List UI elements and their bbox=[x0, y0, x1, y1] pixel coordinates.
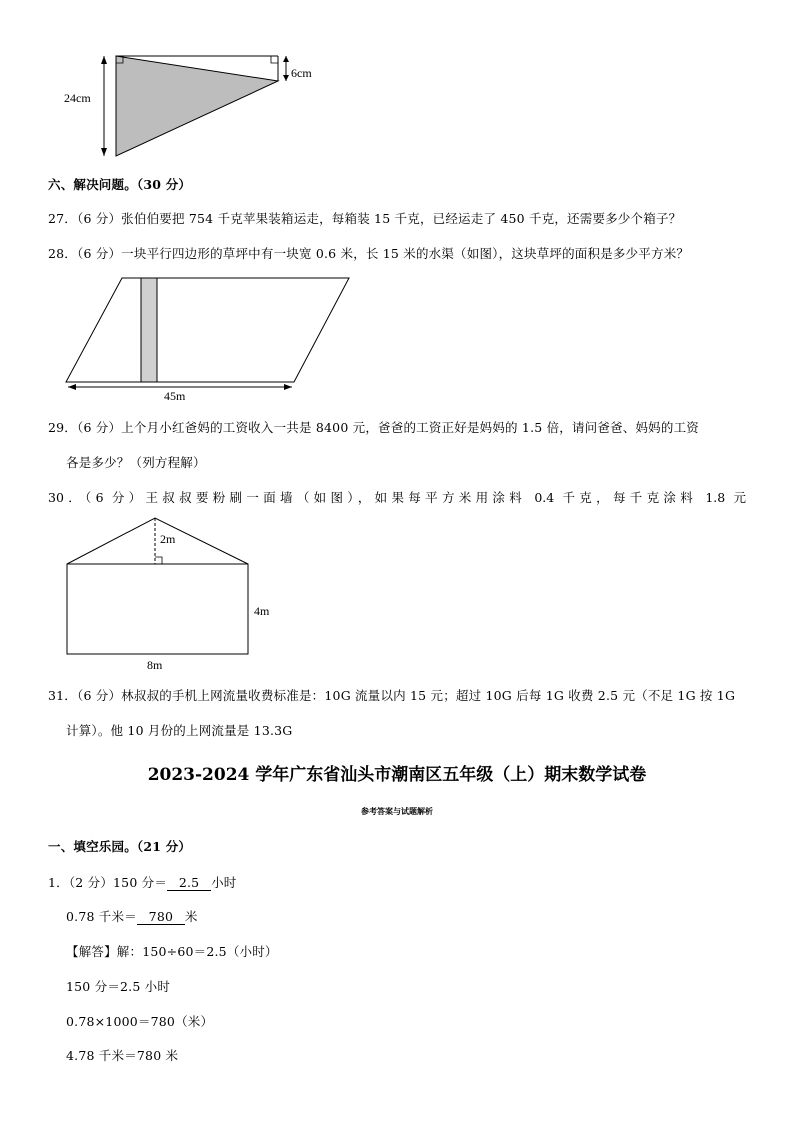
answer-1-line2 bbox=[66, 907, 198, 925]
parallelogram-shape bbox=[66, 278, 349, 382]
answer-1-line2-prefix: 0.78 千米＝ bbox=[66, 909, 137, 924]
question-29-line2: 各是多少？（列方程解） bbox=[66, 455, 206, 470]
answer-1-blank-1: 2.5 bbox=[167, 875, 211, 891]
canal-strip bbox=[141, 278, 157, 382]
question-29-line1: 29．（6 分）上个月小红爸妈的工资收入一共是 8400 元，爸爸的工资正好是妈妈的 1.5 倍，请问爸爸、妈妈的工资 bbox=[48, 420, 699, 435]
question-31-line1: 31．（6 分）林叔叔的手机上网流量收费标准是：10G 流量以内 15 元；超过 10G 后每 1G 收费 2.5 元（不足 1G 按 1G bbox=[48, 688, 736, 703]
question-30: 30．（6 分）王叔叔要粉刷一面墙（如图），如果每平方米用涂料 0.4 千克，每千克涂料 1.8 元 bbox=[48, 490, 746, 505]
solution-line-1: 【解答】解：150÷60＝2.5（小时） bbox=[66, 944, 278, 959]
wall-figure bbox=[60, 512, 300, 672]
solution-line-2: 150 分＝2.5 小时 bbox=[66, 979, 171, 994]
label-6cm: 6cm bbox=[291, 66, 312, 80]
label-8m: 8m bbox=[147, 658, 163, 672]
triangle-shape bbox=[116, 56, 278, 156]
answer-1-prefix: 1．（2 分）150 分＝ bbox=[48, 875, 168, 890]
label-2m: 2m bbox=[160, 532, 176, 546]
answer-1-line1 bbox=[48, 873, 236, 891]
answer-1-unit-2: 米 bbox=[184, 909, 198, 924]
wall-rectangle bbox=[67, 564, 248, 654]
solution-line-4: 4.78 千米＝780 米 bbox=[66, 1048, 179, 1063]
triangle-figure bbox=[60, 48, 320, 168]
answer-1-unit-1: 小时 bbox=[211, 875, 237, 890]
solution-line-3: 0.78×1000＝780（米） bbox=[66, 1014, 214, 1029]
answer-key-subtitle: 参考答案与试题解析 bbox=[361, 806, 433, 816]
question-27: 27．（6 分）张伯伯要把 754 千克苹果装箱运走，每箱装 15 千克，已经运走了 450 千克，还需要多少个箱子？ bbox=[48, 211, 682, 226]
question-31-line2: 计算）。他 10 月份的上网流量是 13.3G bbox=[66, 723, 293, 738]
label-4m: 4m bbox=[254, 604, 270, 618]
answer-1-blank-2: 780 bbox=[137, 909, 185, 925]
question-28: 28．（6 分）一块平行四边形的草坪中有一块宽 0.6 米，长 15 米的水渠（如图），这块草坪的面积是多少平方米？ bbox=[48, 246, 690, 261]
label-24cm: 24cm bbox=[64, 91, 91, 105]
section-6-heading: 六、解决问题。（30 分） bbox=[48, 177, 192, 192]
label-45m: 45m bbox=[164, 389, 186, 403]
section-1-heading: 一、填空乐园。（21 分） bbox=[48, 839, 192, 854]
parallelogram-figure bbox=[60, 272, 360, 402]
answer-key-title: 2023-2024 学年广东省汕头市潮南区五年级（上）期末数学试卷 bbox=[147, 765, 647, 785]
